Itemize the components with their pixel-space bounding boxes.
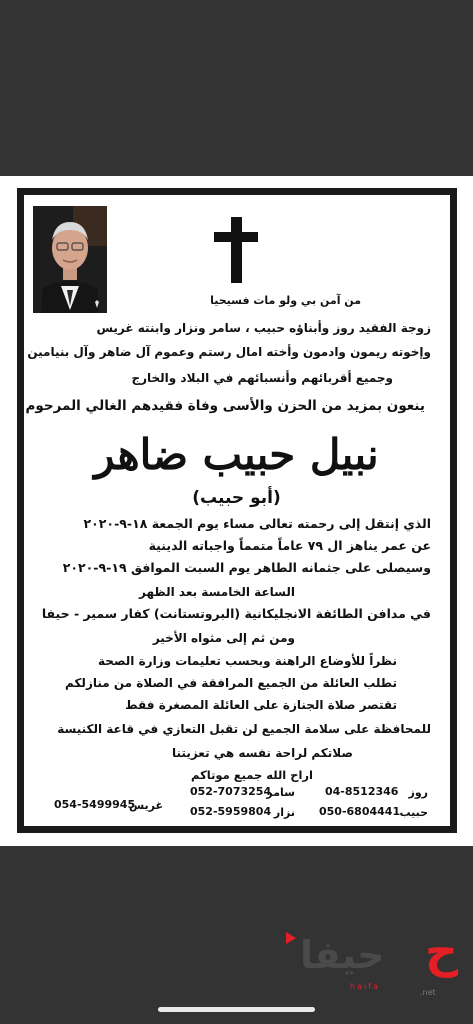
contact-phone: 052-7073254 bbox=[190, 785, 272, 798]
bible-verse: من آمن بي ولو مات فسيحيا bbox=[210, 294, 361, 307]
detail-line: نظراً للأوضاع الراهنة وبحسب تعليمات وزارة الصحة bbox=[98, 654, 397, 668]
detail-line: في مدافن الطائفة الانجليكانية (البروتستانت) كفار سمير - حيفا bbox=[41, 606, 431, 621]
detail-line: للمحافظة على سلامة الجميع لن تقبل التعازي في قاعة الكنيسة bbox=[57, 722, 431, 736]
logo-subtitle: haifa bbox=[350, 982, 380, 991]
contact-name: نزار bbox=[273, 806, 295, 819]
detail-line: اراح الله جميع موتاكم bbox=[191, 768, 313, 782]
relatives-line: وإخوته ريمون وادمون وأخته امال رستم وعموم آل ضاهر وآل بنيامين bbox=[27, 345, 431, 359]
mourning-line: ينعون بمزيد من الحزن والأسى وفاة فقيدهم الغالي المرحوم bbox=[25, 398, 425, 414]
contact-name: غريس bbox=[128, 799, 163, 812]
contact-phone: 052-5959804 bbox=[190, 805, 272, 818]
contact-phone: 04-8512346 bbox=[325, 785, 399, 798]
contact-name: سامر bbox=[266, 786, 295, 799]
detail-line: عن عمر يناهز ال ٧٩ عاماً متمماً واجباته الدينية bbox=[148, 538, 431, 553]
logo-domain: .net bbox=[420, 988, 436, 997]
contact-phone: 054-5499945 bbox=[54, 798, 136, 811]
detail-line: الذي إنتقل إلى رحمته تعالى مساء يوم الجمعة ١٨-٩-٢٠٢٠ bbox=[83, 516, 431, 531]
home-indicator[interactable] bbox=[158, 1007, 315, 1012]
relatives-line: وجميع أقربائهم وأنسبائهم في البلاد والخارج bbox=[131, 371, 393, 385]
detail-line: ومن ثم إلى مثواه الأخير bbox=[152, 631, 295, 645]
logo-word: حيفا bbox=[300, 933, 385, 977]
contact-phone: 050-6804441 bbox=[319, 805, 401, 818]
haifa-net-logo bbox=[280, 924, 465, 998]
cross-icon bbox=[214, 217, 258, 283]
detail-line: الساعة الخامسة بعد الظهر bbox=[139, 585, 295, 599]
play-triangle-icon bbox=[286, 932, 296, 944]
deceased-nickname: (أبو حبيب) bbox=[192, 488, 281, 508]
detail-line: تطلب العائلة من الجميع المرافقة في الصلاة من منازلكم bbox=[65, 676, 397, 690]
relatives-line: زوجة الفقيد روز وأبناؤه حبيب ، سامر ونزار وابنته غريس bbox=[96, 321, 431, 335]
contact-name: حبيب bbox=[399, 806, 428, 819]
detail-line: تقتصر صلاة الجنازة على العائلة المصغرة فقط bbox=[125, 698, 397, 712]
detail-line: صلاتكم لراحة نفسه هي تعزيتنا bbox=[172, 746, 353, 760]
top-dark-band bbox=[0, 0, 473, 176]
detail-line: وسيصلى على جثمانه الطاهر يوم السبت الموافق ١٩-٩-٢٠٢٠ bbox=[62, 560, 431, 575]
deceased-photo bbox=[33, 206, 107, 313]
logo-letter: ح bbox=[424, 924, 458, 978]
contact-name: روز bbox=[408, 786, 428, 799]
deceased-name: نبيل حبيب ضاهر bbox=[94, 430, 379, 479]
